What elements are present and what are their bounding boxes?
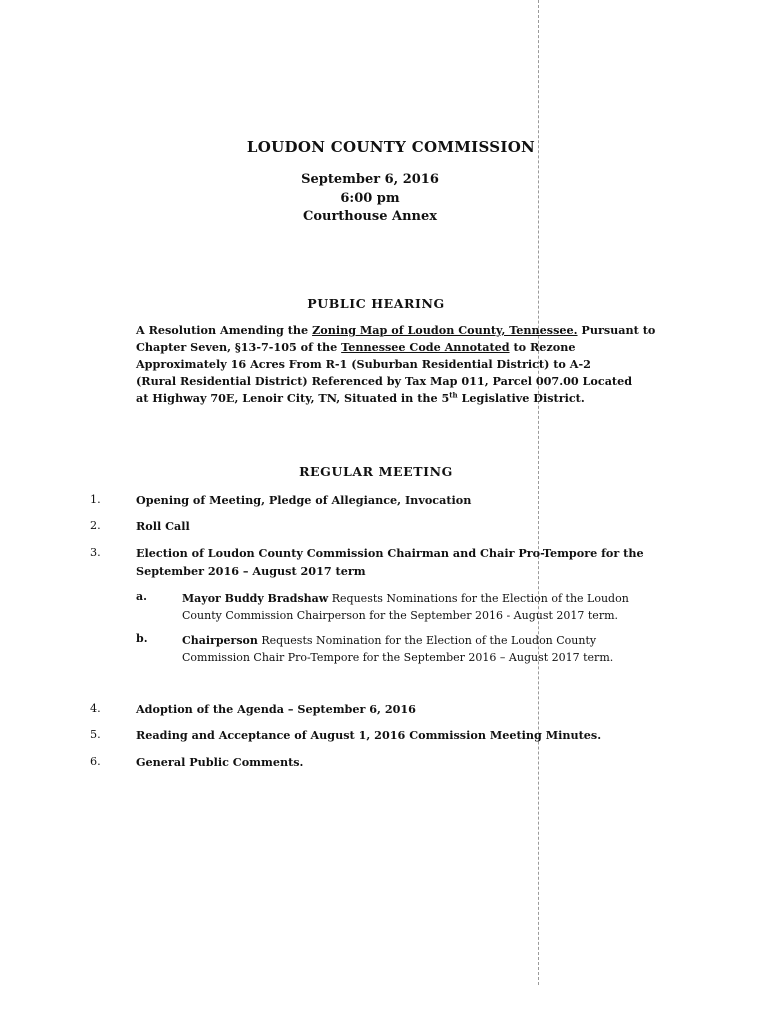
meeting-location: Courthouse Annex bbox=[302, 209, 438, 224]
public-hearing-heading: PUBLIC HEARING bbox=[307, 296, 445, 311]
meeting-time: 6:00 pm bbox=[340, 191, 400, 206]
meeting-date: September 6, 2016 bbox=[301, 172, 439, 187]
resolution-line-2: Chapter Seven, §13-7-105 of the Tennessee Code Annotated to Rezone bbox=[136, 340, 576, 354]
agenda-item-continuation: September 2016 – August 2017 term bbox=[136, 564, 366, 578]
public-hearing-resolution bbox=[136, 322, 706, 407]
resolution-line-3: Approximately 16 Acres From R-1 (Suburban Residential District) to A-2 bbox=[136, 357, 591, 371]
agenda-page: LOUDON COUNTY COMMISSION September 6, 2016 6:00 pm Courthouse Annex PUBLIC HEARING A Resolution Amending the Zoning Map of Loudon County, Tennessee. Pursuant to Chapter Seven, §13-7-105 of the Tennessee Code Annotated to Rezone Approximately 16 Acres From R-1 (Suburban Residential District) to A-2 (Rural Residential District) Referenced by Tax Map 011, Parcel 007.00 Located at Highway 70E, Lenoir City, TN, Situated in the 5th Legislative District. REGULAR MEETING 1. Opening of Meeting, Pledge of Allegiance, Invocation 2. Roll Call 3. Election of Loudon County Commission Chairman and Chair Pro-Tempore for the September 2016 – August 2017 term a. Mayor Buddy Bradshaw Requests Nominations for the Election of the Loudon County Commission Chairperson for the September 2016 - August 2017 term. b. Chairperson Requests Nomination for the Election of the Loudon County Commission Chair Pro-Tempore for the September 2016 – August 2017 term. 4. Adoption of the Agenda – September 6, 2016 5. Reading and Acceptance of August 1, 2016 Commission Meeting Minutes. 6. General Public Comments. bbox=[0, 0, 770, 1024]
resolution-line-1: A Resolution Amending the Zoning Map of Loudon County, Tennessee. Pursuant to bbox=[136, 323, 656, 337]
page-title: LOUDON COUNTY COMMISSION bbox=[246, 138, 536, 156]
resolution-line-4: (Rural Residential District) Referenced by Tax Map 011, Parcel 007.00 Located bbox=[136, 374, 633, 388]
regular-meeting-heading: REGULAR MEETING bbox=[299, 464, 453, 479]
resolution-line-5: at Highway 70E, Lenoir City, TN, Situated in the 5th Legislative District. bbox=[136, 390, 585, 405]
